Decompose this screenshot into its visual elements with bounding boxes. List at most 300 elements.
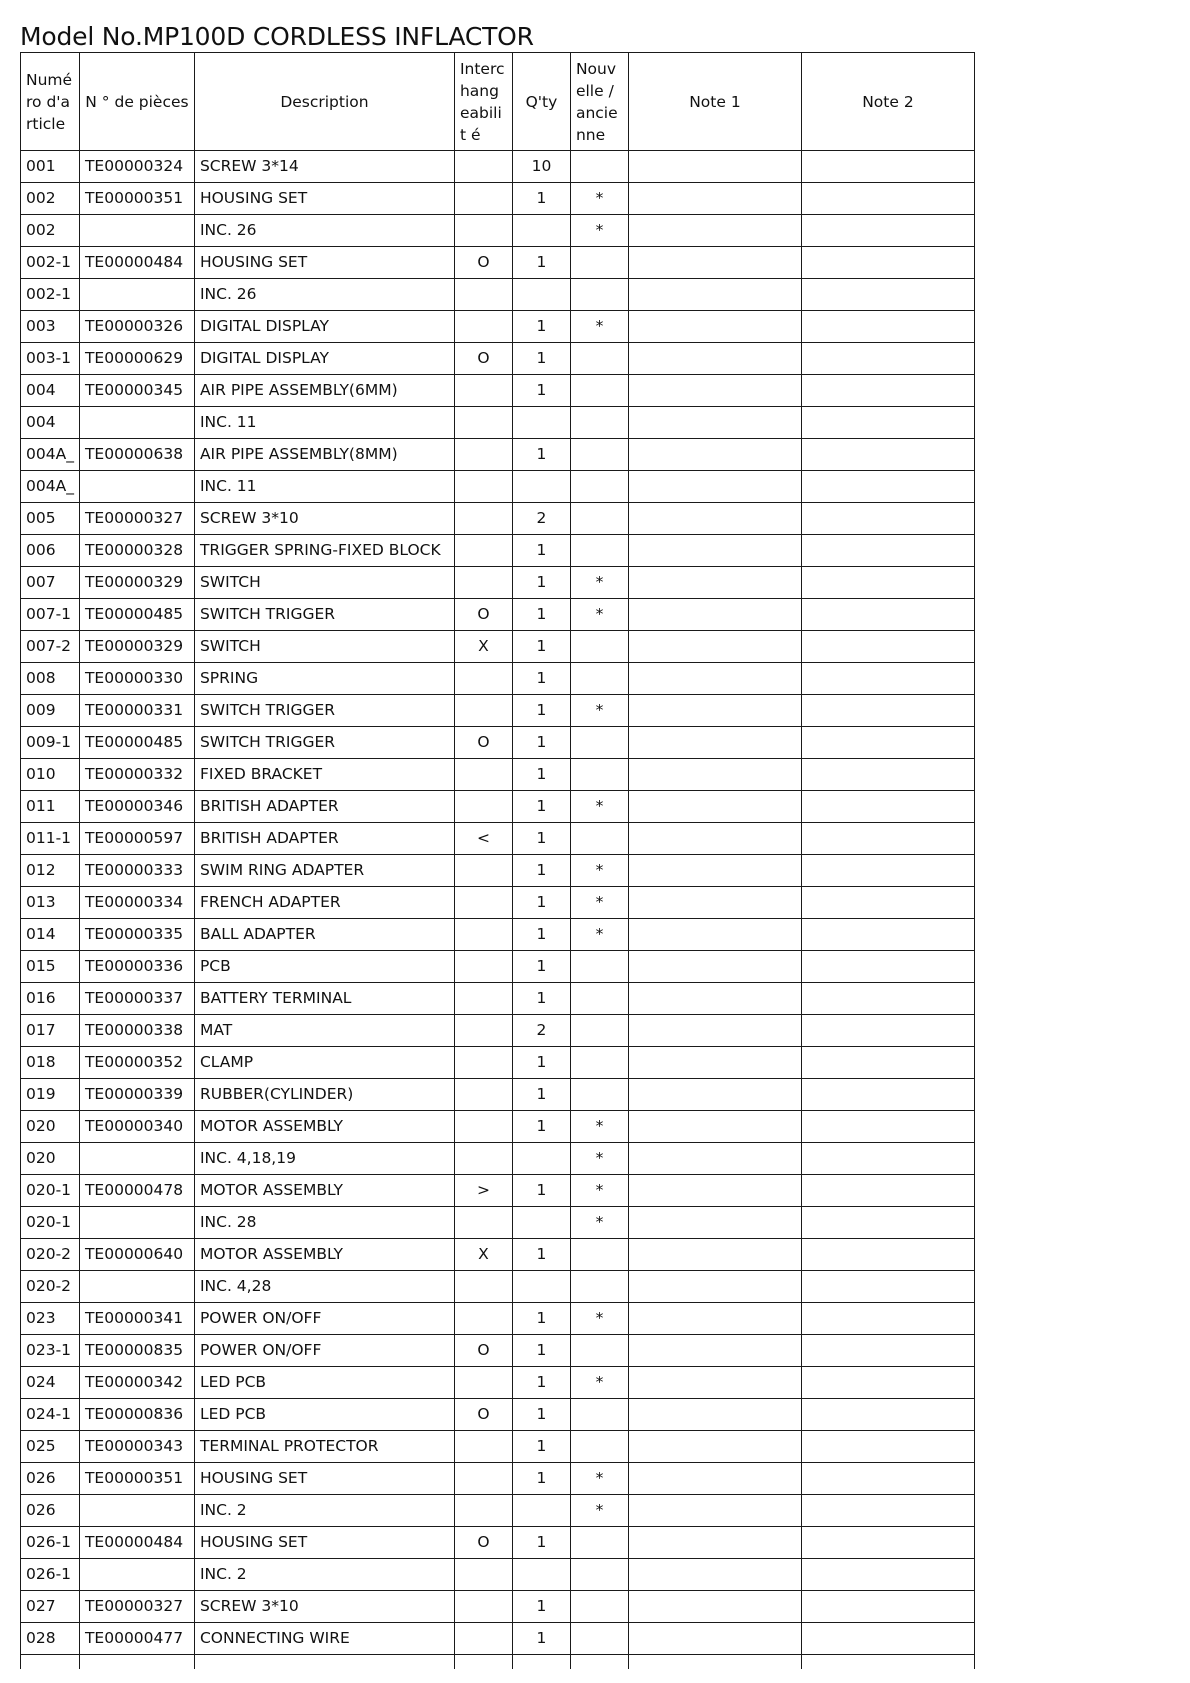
cell-description: BATTERY TERMINAL [194, 983, 454, 1015]
cell-interchangeability: O [454, 599, 512, 631]
cell-qty: 1 [512, 1399, 570, 1431]
cell-part-no [79, 1559, 194, 1591]
cell-description: MAT [194, 1015, 454, 1047]
cell-part-no: TE00000327 [79, 1591, 194, 1623]
cell-part-no: TE00000330 [79, 663, 194, 695]
cell-part-no: TE00000335 [79, 919, 194, 951]
cell-description: HOUSING SET [194, 183, 454, 215]
cell-item-no: 004A_ [21, 471, 80, 503]
cell-interchangeability: O [454, 247, 512, 279]
cell-qty: 1 [512, 1111, 570, 1143]
table-row [21, 1015, 975, 1047]
table-row [21, 151, 975, 183]
cell-item-no: 015 [21, 951, 80, 983]
cell-description: MOTOR ASSEMBLY [194, 1239, 454, 1271]
cell-item-no: 002-1 [21, 247, 80, 279]
table-row [21, 1175, 975, 1207]
cell-item-no: 023-1 [21, 1335, 80, 1367]
cell-item-no: 018 [21, 1047, 80, 1079]
cell-part-no: TE00000343 [79, 1431, 194, 1463]
cell-qty: 1 [512, 663, 570, 695]
cell-interchangeability [454, 1079, 512, 1111]
cell-item-no: 004A_ [21, 439, 80, 471]
cell-part-no: TE00000477 [79, 1623, 194, 1655]
cell-new-old: * [570, 311, 628, 343]
cell-qty: 1 [512, 631, 570, 663]
table-row [21, 727, 975, 759]
cell-new-old [570, 247, 628, 279]
cell-qty [512, 407, 570, 439]
table-row [21, 1495, 975, 1527]
cell-new-old [570, 759, 628, 791]
cell-item-no: 012 [21, 855, 80, 887]
cell-new-old [570, 503, 628, 535]
cell-item-no: 011-1 [21, 823, 80, 855]
cell-description: INC. 11 [194, 471, 454, 503]
cell-empty [628, 1655, 801, 1670]
cell-note-2 [801, 1399, 974, 1431]
cell-qty: 1 [512, 1239, 570, 1271]
cell-item-no: 002 [21, 183, 80, 215]
cell-description: POWER ON/OFF [194, 1335, 454, 1367]
cell-new-old [570, 151, 628, 183]
cell-item-no: 014 [21, 919, 80, 951]
cell-item-no: 004 [21, 407, 80, 439]
cell-new-old: * [570, 1143, 628, 1175]
cell-note-2 [801, 1175, 974, 1207]
cell-note-1 [628, 407, 801, 439]
cell-interchangeability [454, 983, 512, 1015]
cell-new-old: * [570, 1495, 628, 1527]
cell-note-1 [628, 1143, 801, 1175]
parts-table [20, 52, 975, 1669]
cell-note-1 [628, 279, 801, 311]
table-row [21, 983, 975, 1015]
cell-note-1 [628, 1431, 801, 1463]
cell-part-no [79, 1207, 194, 1239]
cell-note-1 [628, 1623, 801, 1655]
cell-description: MOTOR ASSEMBLY [194, 1111, 454, 1143]
cell-new-old: * [570, 1207, 628, 1239]
cell-interchangeability [454, 151, 512, 183]
cell-interchangeability [454, 567, 512, 599]
cell-part-no: TE00000351 [79, 183, 194, 215]
cell-note-1 [628, 247, 801, 279]
cell-note-1 [628, 855, 801, 887]
cell-interchangeability [454, 471, 512, 503]
table-row [21, 1047, 975, 1079]
cell-empty [801, 1655, 974, 1670]
cell-note-1 [628, 1367, 801, 1399]
cell-qty: 10 [512, 151, 570, 183]
table-row [21, 791, 975, 823]
cell-note-2 [801, 183, 974, 215]
cell-qty: 1 [512, 247, 570, 279]
cell-new-old [570, 343, 628, 375]
cell-qty: 1 [512, 759, 570, 791]
cell-interchangeability [454, 183, 512, 215]
cell-item-no: 010 [21, 759, 80, 791]
cell-interchangeability [454, 951, 512, 983]
table-row [21, 1335, 975, 1367]
cell-new-old: * [570, 855, 628, 887]
cell-item-no: 002-1 [21, 279, 80, 311]
cell-empty [79, 1655, 194, 1670]
cell-item-no: 020-2 [21, 1271, 80, 1303]
cell-part-no: TE00000485 [79, 727, 194, 759]
cell-description: SWITCH TRIGGER [194, 695, 454, 727]
cell-qty: 1 [512, 855, 570, 887]
cell-item-no: 026-1 [21, 1559, 80, 1591]
cell-qty: 1 [512, 951, 570, 983]
cell-part-no [79, 407, 194, 439]
cell-interchangeability: O [454, 1335, 512, 1367]
cell-description: SWITCH TRIGGER [194, 727, 454, 759]
cell-part-no: TE00000484 [79, 1527, 194, 1559]
cell-note-1 [628, 823, 801, 855]
cell-part-no: TE00000338 [79, 1015, 194, 1047]
cell-empty [570, 1655, 628, 1670]
cell-qty: 1 [512, 983, 570, 1015]
table-row [21, 567, 975, 599]
cell-note-1 [628, 535, 801, 567]
cell-new-old [570, 279, 628, 311]
cell-note-1 [628, 1303, 801, 1335]
cell-note-2 [801, 631, 974, 663]
table-row [21, 887, 975, 919]
cell-note-2 [801, 1335, 974, 1367]
table-row [21, 375, 975, 407]
table-row [21, 695, 975, 727]
cell-part-no: TE00000326 [79, 311, 194, 343]
cell-interchangeability [454, 919, 512, 951]
cell-item-no: 002 [21, 215, 80, 247]
cell-note-1 [628, 887, 801, 919]
cell-item-no: 003-1 [21, 343, 80, 375]
cell-description: SCREW 3*10 [194, 503, 454, 535]
table-row [21, 279, 975, 311]
cell-note-1 [628, 1335, 801, 1367]
cell-item-no: 011 [21, 791, 80, 823]
cell-description: TERMINAL PROTECTOR [194, 1431, 454, 1463]
cell-note-2 [801, 407, 974, 439]
cell-new-old [570, 1271, 628, 1303]
cell-new-old [570, 823, 628, 855]
cell-qty: 1 [512, 727, 570, 759]
header-description: Description [194, 53, 454, 151]
cell-interchangeability [454, 695, 512, 727]
cell-part-no: TE00000352 [79, 1047, 194, 1079]
cell-description: TRIGGER SPRING-FIXED BLOCK [194, 535, 454, 567]
cell-description: INC. 2 [194, 1495, 454, 1527]
cell-note-2 [801, 1111, 974, 1143]
cell-qty [512, 215, 570, 247]
cell-note-2 [801, 1559, 974, 1591]
cell-note-1 [628, 1175, 801, 1207]
cell-note-2 [801, 1015, 974, 1047]
cell-qty: 1 [512, 823, 570, 855]
cell-note-2 [801, 1271, 974, 1303]
cell-note-1 [628, 1591, 801, 1623]
cell-qty: 1 [512, 1303, 570, 1335]
cell-note-1 [628, 471, 801, 503]
cell-note-2 [801, 1207, 974, 1239]
table-row [21, 1463, 975, 1495]
table-row [21, 1591, 975, 1623]
cell-description: MOTOR ASSEMBLY [194, 1175, 454, 1207]
cell-interchangeability [454, 1047, 512, 1079]
cell-description: INC. 4,18,19 [194, 1143, 454, 1175]
cell-part-no: TE00000629 [79, 343, 194, 375]
cell-note-1 [628, 631, 801, 663]
cell-note-2 [801, 791, 974, 823]
cell-new-old [570, 1559, 628, 1591]
cell-part-no [79, 1495, 194, 1527]
cell-description: DIGITAL DISPLAY [194, 311, 454, 343]
table-row [21, 535, 975, 567]
cell-interchangeability [454, 535, 512, 567]
cell-description: SPRING [194, 663, 454, 695]
cell-note-2 [801, 1463, 974, 1495]
table-row [21, 1111, 975, 1143]
cell-note-2 [801, 215, 974, 247]
cell-item-no: 026-1 [21, 1527, 80, 1559]
cell-part-no: TE00000835 [79, 1335, 194, 1367]
table-row [21, 823, 975, 855]
table-row [21, 855, 975, 887]
table-row [21, 759, 975, 791]
cell-note-1 [628, 375, 801, 407]
cell-item-no: 007-2 [21, 631, 80, 663]
cell-qty: 1 [512, 311, 570, 343]
cell-item-no: 020-1 [21, 1207, 80, 1239]
cell-interchangeability [454, 663, 512, 695]
cell-note-1 [628, 1207, 801, 1239]
cell-note-2 [801, 727, 974, 759]
cell-note-1 [628, 1079, 801, 1111]
cell-part-no: TE00000342 [79, 1367, 194, 1399]
parts-table-body [21, 151, 975, 1670]
cell-item-no: 026 [21, 1463, 80, 1495]
cell-new-old [570, 375, 628, 407]
cell-note-1 [628, 1463, 801, 1495]
cell-qty: 1 [512, 1527, 570, 1559]
cell-note-2 [801, 823, 974, 855]
cell-description: INC. 2 [194, 1559, 454, 1591]
cell-qty: 1 [512, 1463, 570, 1495]
cell-description: CLAMP [194, 1047, 454, 1079]
cell-new-old [570, 535, 628, 567]
table-row [21, 471, 975, 503]
cell-description: BRITISH ADAPTER [194, 823, 454, 855]
cell-part-no: TE00000329 [79, 631, 194, 663]
cell-description: HOUSING SET [194, 247, 454, 279]
cell-note-1 [628, 1239, 801, 1271]
cell-interchangeability [454, 407, 512, 439]
cell-interchangeability: > [454, 1175, 512, 1207]
header-new-old: Nouv elle / ancie nne [570, 53, 628, 151]
cell-new-old [570, 1623, 628, 1655]
cell-note-1 [628, 983, 801, 1015]
cell-qty [512, 279, 570, 311]
table-row [21, 1399, 975, 1431]
cell-item-no: 020-1 [21, 1175, 80, 1207]
cell-new-old: * [570, 183, 628, 215]
cell-interchangeability [454, 1431, 512, 1463]
cell-note-1 [628, 215, 801, 247]
cell-interchangeability: O [454, 1399, 512, 1431]
cell-part-no [79, 471, 194, 503]
cell-interchangeability [454, 791, 512, 823]
table-row [21, 599, 975, 631]
cell-new-old [570, 1015, 628, 1047]
cell-note-2 [801, 1527, 974, 1559]
cell-part-no: TE00000333 [79, 855, 194, 887]
cell-note-1 [628, 1111, 801, 1143]
cell-item-no: 019 [21, 1079, 80, 1111]
cell-note-2 [801, 599, 974, 631]
table-row [21, 663, 975, 695]
cell-qty: 1 [512, 1591, 570, 1623]
cell-part-no [79, 1271, 194, 1303]
cell-note-2 [801, 695, 974, 727]
cell-note-2 [801, 983, 974, 1015]
cell-note-1 [628, 1399, 801, 1431]
cell-new-old [570, 1431, 628, 1463]
cell-interchangeability: X [454, 631, 512, 663]
table-row [21, 919, 975, 951]
cell-qty: 2 [512, 1015, 570, 1047]
cell-part-no: TE00000329 [79, 567, 194, 599]
cell-description: INC. 26 [194, 215, 454, 247]
cell-interchangeability [454, 279, 512, 311]
cell-note-1 [628, 567, 801, 599]
cell-new-old [570, 1527, 628, 1559]
cell-item-no: 006 [21, 535, 80, 567]
cell-part-no: TE00000334 [79, 887, 194, 919]
cell-item-no: 009 [21, 695, 80, 727]
cell-empty [21, 1655, 80, 1670]
cell-item-no: 017 [21, 1015, 80, 1047]
table-row [21, 503, 975, 535]
cell-new-old [570, 1079, 628, 1111]
cell-note-2 [801, 279, 974, 311]
cell-empty [454, 1655, 512, 1670]
cell-item-no: 005 [21, 503, 80, 535]
cell-description: SWITCH [194, 631, 454, 663]
cell-note-1 [628, 663, 801, 695]
cell-note-2 [801, 151, 974, 183]
cell-empty [194, 1655, 454, 1670]
cell-note-2 [801, 567, 974, 599]
cell-description: POWER ON/OFF [194, 1303, 454, 1335]
cell-new-old: * [570, 567, 628, 599]
cell-qty [512, 1271, 570, 1303]
header-row [21, 53, 975, 151]
cell-part-no: TE00000332 [79, 759, 194, 791]
cell-interchangeability [454, 1367, 512, 1399]
cell-note-2 [801, 375, 974, 407]
cell-note-1 [628, 311, 801, 343]
table-row [21, 631, 975, 663]
cell-note-1 [628, 1495, 801, 1527]
cell-new-old [570, 631, 628, 663]
cell-interchangeability [454, 439, 512, 471]
cell-qty [512, 1559, 570, 1591]
cell-description: HOUSING SET [194, 1527, 454, 1559]
table-row [21, 183, 975, 215]
cell-new-old: * [570, 1111, 628, 1143]
cell-qty: 1 [512, 1175, 570, 1207]
cell-description: SWITCH TRIGGER [194, 599, 454, 631]
cell-note-1 [628, 951, 801, 983]
cell-part-no: TE00000336 [79, 951, 194, 983]
cell-note-1 [628, 599, 801, 631]
cell-note-2 [801, 1431, 974, 1463]
cell-item-no: 009-1 [21, 727, 80, 759]
cell-qty [512, 1207, 570, 1239]
cell-description: BALL ADAPTER [194, 919, 454, 951]
cell-description: INC. 28 [194, 1207, 454, 1239]
cell-interchangeability [454, 1559, 512, 1591]
cell-qty: 1 [512, 1431, 570, 1463]
cell-item-no: 008 [21, 663, 80, 695]
cell-interchangeability [454, 1495, 512, 1527]
cell-interchangeability [454, 1463, 512, 1495]
cell-item-no: 007-1 [21, 599, 80, 631]
cell-note-2 [801, 1495, 974, 1527]
cell-note-2 [801, 919, 974, 951]
cell-part-no: TE00000328 [79, 535, 194, 567]
cell-item-no: 027 [21, 1591, 80, 1623]
table-row [21, 1367, 975, 1399]
cell-new-old [570, 439, 628, 471]
cell-note-1 [628, 791, 801, 823]
cell-qty [512, 1143, 570, 1175]
cell-interchangeability [454, 1271, 512, 1303]
cell-new-old [570, 1239, 628, 1271]
cell-description: RUBBER(CYLINDER) [194, 1079, 454, 1111]
cell-description: HOUSING SET [194, 1463, 454, 1495]
cell-new-old [570, 471, 628, 503]
cell-interchangeability: O [454, 727, 512, 759]
cell-item-no: 016 [21, 983, 80, 1015]
table-row [21, 1623, 975, 1655]
cell-interchangeability [454, 887, 512, 919]
cell-new-old [570, 983, 628, 1015]
cell-interchangeability [454, 1303, 512, 1335]
cell-note-2 [801, 1239, 974, 1271]
cell-part-no: TE00000478 [79, 1175, 194, 1207]
cell-new-old [570, 1591, 628, 1623]
cell-part-no: TE00000340 [79, 1111, 194, 1143]
cell-interchangeability: O [454, 1527, 512, 1559]
cell-new-old: * [570, 1303, 628, 1335]
cell-interchangeability: X [454, 1239, 512, 1271]
cell-item-no: 004 [21, 375, 80, 407]
cell-new-old [570, 727, 628, 759]
cell-note-1 [628, 151, 801, 183]
cell-part-no: TE00000337 [79, 983, 194, 1015]
table-row [21, 1527, 975, 1559]
cell-qty: 1 [512, 183, 570, 215]
cell-part-no: TE00000485 [79, 599, 194, 631]
header-interchangeability: Interc hang eabilit é [454, 53, 512, 151]
cell-part-no [79, 1143, 194, 1175]
cell-part-no: TE00000341 [79, 1303, 194, 1335]
cell-part-no: TE00000327 [79, 503, 194, 535]
cell-part-no: TE00000351 [79, 1463, 194, 1495]
